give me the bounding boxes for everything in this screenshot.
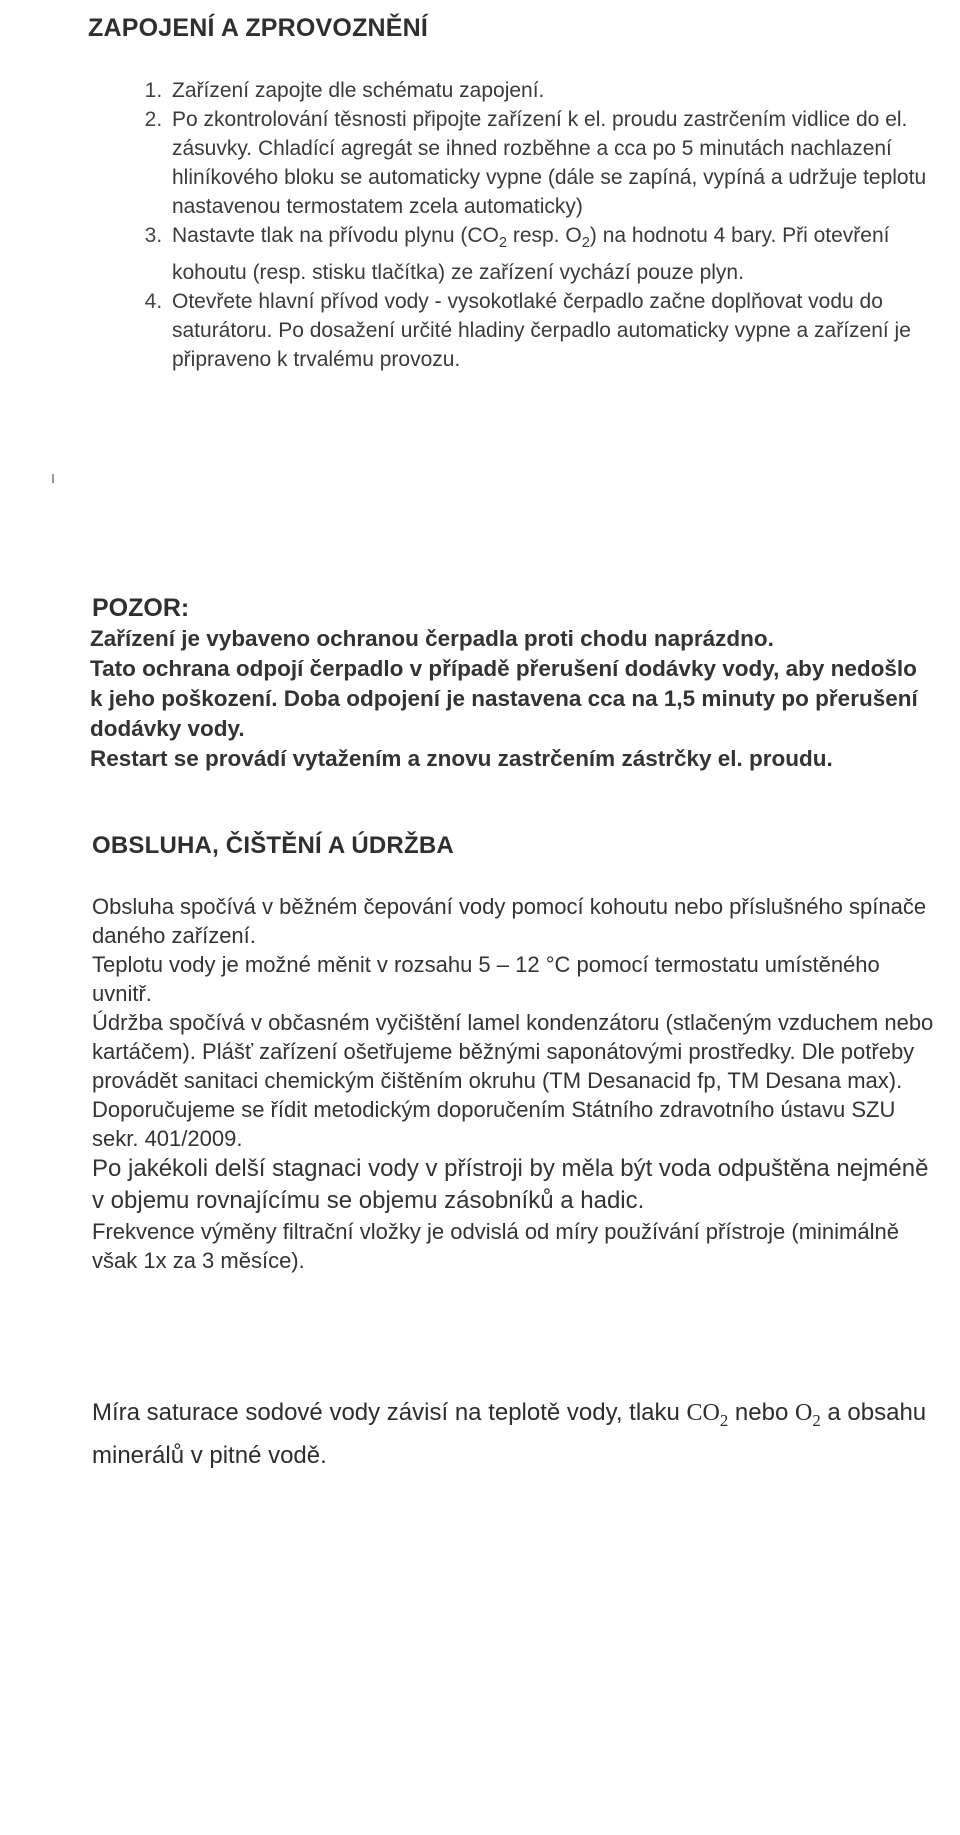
connection-steps-list [120,76,960,374]
formula-base: CO [686,1400,720,1426]
step-item [168,221,960,287]
section-title-connection: ZAPOJENÍ A ZPROVOZNĚNÍ [88,14,429,42]
warning-line: Tato ochrana odpojí čerpadlo v případě přerušení dodávky vody, aby nedošlo k jeho poškození. Doba odpojení je nastavena cca na 1,5 minuty po přerušení dodávky vody. [90,656,918,741]
maintenance-text [92,892,942,1275]
warning-title: POZOR: [92,594,190,622]
subscript: 2 [581,235,590,252]
step-text: Zařízení zapojte dle schématu zapojení. [172,79,545,102]
step-text-part: resp. O [507,224,582,247]
scan-mark [52,474,54,483]
section-title-maintenance: OBSLUHA, ČIŠTĚNÍ A ÚDRŽBA [92,832,454,859]
paragraph: Teplotu vody je možné měnit v rozsahu 5 – 12 °C pomocí termostatu umístěného uvnitř. [92,952,880,1006]
paragraph: Údržba spočívá v občasném vyčištění lamel kondenzátoru (stlačeným vzduchem nebo kartáčem). Plášť zařízení ošetřujeme běžnými saponátovými prostředky. Dle potřeby provádět sanitaci chemickým čištěním okruhu (TM Desanacid fp, TM Desana max). Doporučujeme se řídit metodickým doporučením Státního zdravotního ústavu SZU sekr. 401/2009. [92,1010,934,1151]
formula-base: O [795,1400,813,1426]
step-item [168,287,960,374]
step-text: Otevřete hlavní přívod vody - vysokotlaké čerpadlo začne doplňovat vodu do saturátoru. Po dosažení určité hladiny čerpadlo automaticky vypne a zařízení je připraveno k trvalému provozu. [172,290,911,372]
co2-formula [686,1400,729,1430]
subscript: 2 [812,1410,821,1430]
paragraph: Po jakékoli delší stagnaci vody v přístroji by měla být voda odpuštěna nejméně v objemu rovnajícímu se objemu zásobníků a hadic. [92,1155,929,1214]
warning-line: Restart se provádí vytažením a znovu zastrčením zástrčky el. proudu. [90,746,833,771]
warning-text [90,624,930,774]
step-text: Po zkontrolování těsnosti připojte zařízení k el. proudu zastrčením vidlice do el. zásuvky. Chladící agregát se ihned rozběhne a cca po 5 minutách nachlazení hliníkového bloku se automaticky vypne (dále se zapíná, vypíná a udržuje teplotu nastavenou termostatem zcela automaticky) [172,108,927,218]
saturation-note [92,1395,942,1473]
o2-formula [795,1400,821,1430]
subscript: 2 [719,1410,729,1430]
step-text-part: ) na hodnotu 4 bary. Při otevření kohoutu (resp. stisku tlačítka) ze zařízení vychází pouze plyn. [172,224,890,285]
subscript: 2 [498,235,507,252]
saturation-text: Míra saturace sodové vody závisí na teplotě vody, tlaku [92,1399,687,1426]
saturation-text: nebo [728,1399,795,1426]
paragraph: Frekvence výměny filtrační vložky je odvislá od míry používání přístroje (minimálně však 1x za 3 měsíce). [92,1219,899,1273]
saturation-text: a obsahu minerálů v pitné vodě. [92,1399,927,1469]
paragraph: Obsluha spočívá v běžném čepování vody pomocí kohoutu nebo příslušného spínače daného zařízení. [92,894,927,948]
step-item [168,105,960,221]
step-text-part: Nastavte tlak na přívodu plynu (CO [172,224,499,247]
warning-line: Zařízení je vybaveno ochranou čerpadla proti chodu naprázdno. [90,626,774,651]
step-item [168,76,960,105]
